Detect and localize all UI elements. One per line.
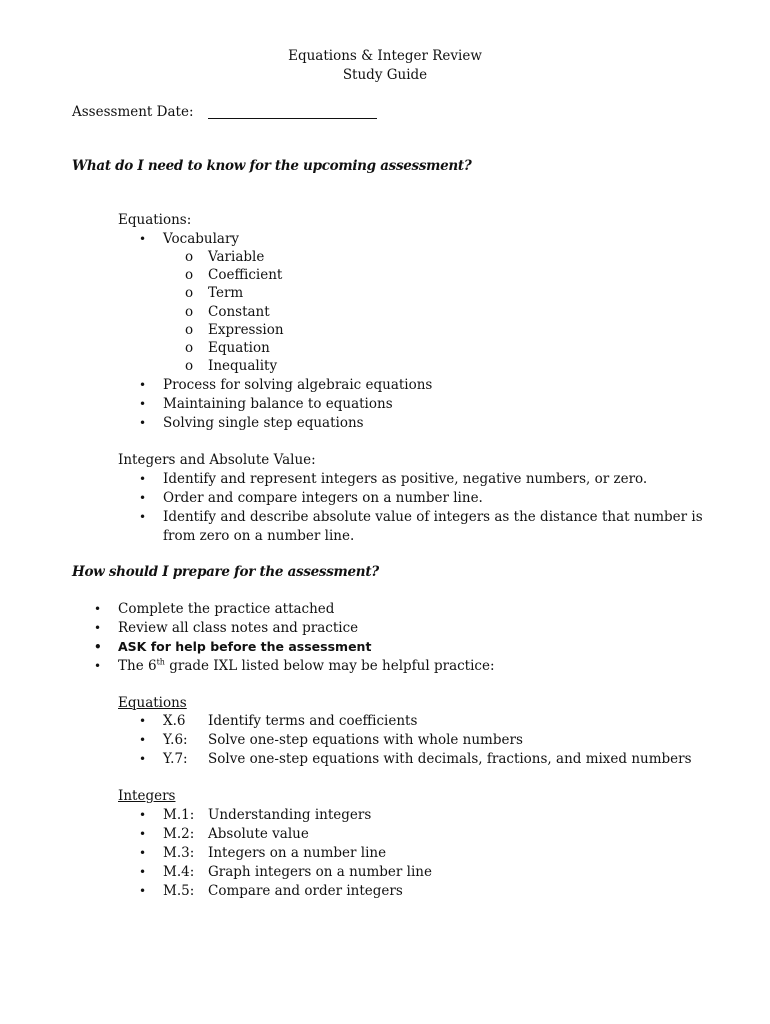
list-item: • Process for solving algebraic equations	[163, 376, 432, 394]
list-item: • Order and compare integers on a number line.	[163, 489, 483, 507]
section-heading-know: What do I need to know for the upcoming assessment?	[72, 158, 472, 174]
ixl-item: • M.4: Graph integers on a number line	[163, 863, 432, 881]
ixl-item: • X.6 Identify terms and coefficients	[163, 712, 417, 730]
doc-title: Equations & Integer Review	[288, 48, 482, 64]
assessment-date-field[interactable]	[208, 118, 377, 119]
vocab-item: o Variable	[208, 248, 264, 266]
list-item-continuation: from zero on a number line.	[163, 528, 355, 544]
ixl-integers-label: Integers	[118, 788, 176, 804]
vocab-item: o Inequality	[208, 357, 277, 375]
vocab-item: o Coefficient	[208, 266, 282, 284]
vocab-item: o Equation	[208, 339, 270, 357]
vocab-item: o Constant	[208, 303, 270, 321]
integers-label: Integers and Absolute Value:	[118, 452, 316, 468]
ixl-item: • Y.6: Solve one-step equations with whole numbers	[163, 731, 523, 749]
ixl-item: • Y.7: Solve one-step equations with decimals, fractions, and mixed numbers	[163, 750, 692, 768]
ixl-equations-label: Equations	[118, 695, 187, 711]
ixl-item: • M.2: Absolute value	[163, 825, 309, 843]
list-item: • The 6th grade IXL listed below may be helpful practice:	[118, 657, 495, 675]
ixl-item: • M.1: Understanding integers	[163, 806, 371, 824]
ixl-item: • M.5: Compare and order integers	[163, 882, 403, 900]
section-heading-prepare: How should I prepare for the assessment?	[72, 564, 379, 580]
assessment-date-label: Assessment Date:	[72, 104, 194, 120]
list-item: • Review all class notes and practice	[118, 619, 358, 637]
vocab-item: o Expression	[208, 321, 284, 339]
ixl-item: • M.3: Integers on a number line	[163, 844, 386, 862]
list-item-emphasis: • ASK for help before the assessment	[118, 638, 371, 656]
list-item: • Vocabulary	[163, 230, 239, 248]
list-item: • Identify and describe absolute value of integers as the distance that number is	[163, 508, 703, 526]
list-item: • Maintaining balance to equations	[163, 395, 393, 413]
doc-subtitle: Study Guide	[342, 67, 428, 83]
vocab-item: o Term	[208, 284, 243, 302]
list-item: • Solving single step equations	[163, 414, 364, 432]
list-item: • Identify and represent integers as positive, negative numbers, or zero.	[163, 470, 647, 488]
equations-label: Equations:	[118, 212, 192, 228]
list-item: • Complete the practice attached	[118, 600, 334, 618]
